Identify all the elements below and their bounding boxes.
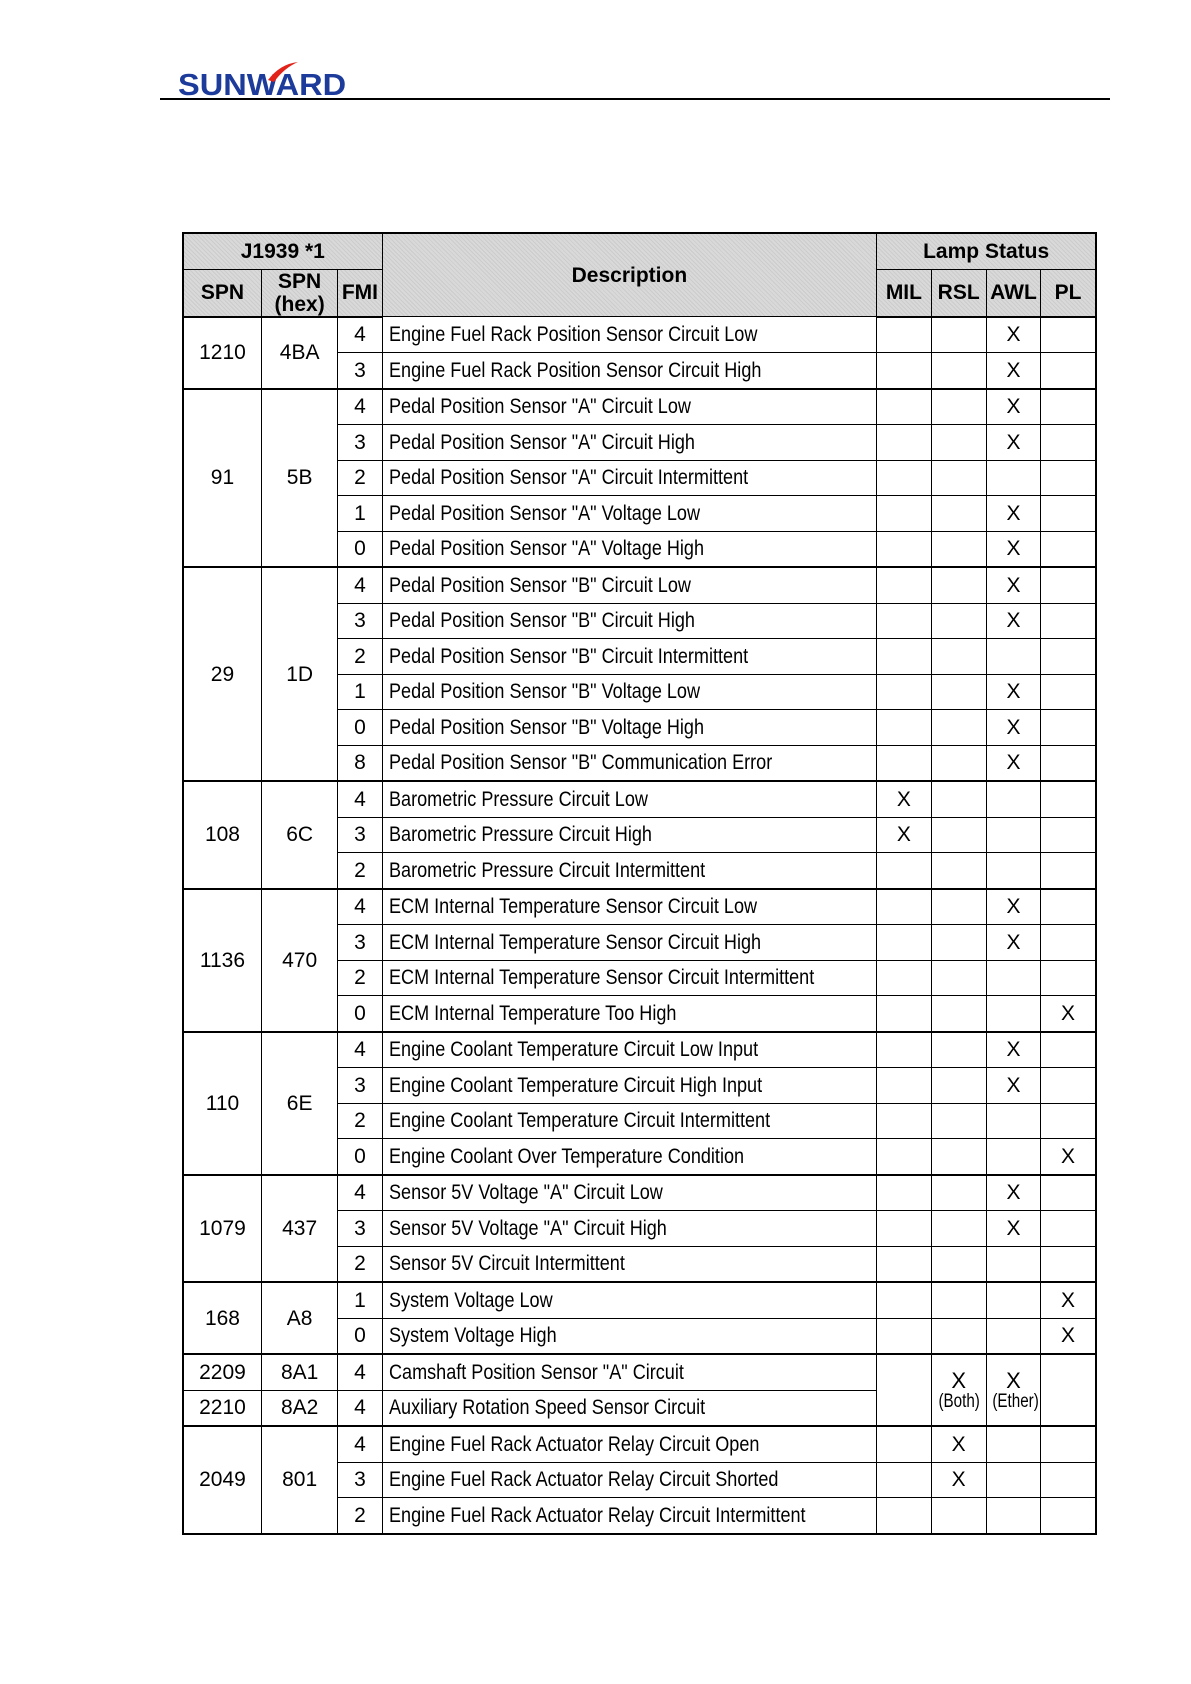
rsl-lamp-cell: X — [931, 1426, 986, 1462]
fmi-cell: 2 — [338, 853, 382, 889]
sunward-logo — [178, 60, 347, 102]
fmi-cell: 3 — [338, 603, 382, 639]
j1939-header: J1939 *1 — [183, 233, 382, 269]
description-cell — [382, 1462, 877, 1498]
fmi-header: FMI — [338, 269, 382, 317]
pl-lamp-cell — [1041, 1354, 1096, 1426]
rsl-lamp-cell — [931, 817, 986, 853]
description-cell — [382, 781, 877, 817]
awl-lamp-cell — [986, 960, 1040, 996]
fmi-cell: 2 — [338, 1498, 382, 1534]
mil-lamp-cell — [877, 353, 931, 389]
header-rule — [160, 98, 1110, 100]
pl-lamp-cell — [1041, 425, 1096, 461]
awl-lamp-cell — [986, 460, 1040, 496]
fmi-cell: 1 — [338, 674, 382, 710]
description-text: ECM Internal Temperature Sensor Circuit Low — [388, 895, 757, 919]
pl-lamp-cell — [1041, 567, 1096, 603]
fmi-cell: 4 — [338, 1426, 382, 1462]
pl-lamp-cell — [1041, 1211, 1096, 1247]
fmi-cell: 3 — [338, 1462, 382, 1498]
description-text: Engine Fuel Rack Position Sensor Circuit Low — [388, 323, 757, 347]
description-cell — [382, 960, 877, 996]
description-cell — [382, 1354, 877, 1390]
rsl-lamp-cell — [931, 1354, 986, 1426]
description-cell — [382, 889, 877, 925]
description-text: Barometric Pressure Circuit Intermittent — [388, 858, 705, 882]
mil-lamp-cell — [877, 639, 931, 675]
table-body — [183, 317, 1096, 1534]
description-cell — [382, 1139, 877, 1175]
rsl-lamp-cell — [931, 353, 986, 389]
description-cell — [382, 853, 877, 889]
mil-lamp-cell — [877, 996, 931, 1032]
fmi-cell: 0 — [338, 531, 382, 567]
table-header — [183, 233, 1096, 317]
description-text: Pedal Position Sensor "B" Communication Error — [388, 751, 772, 775]
description-text: Sensor 5V Voltage "A" Circuit Low — [388, 1181, 663, 1205]
description-text: Engine Fuel Rack Position Sensor Circuit High — [388, 358, 761, 382]
spn-hex-cell: A8 — [261, 1282, 337, 1354]
rsl-lamp-cell — [931, 317, 986, 353]
rsl-lamp-cell — [931, 925, 986, 961]
fmi-cell: 0 — [338, 996, 382, 1032]
spn-cell: 168 — [183, 1282, 261, 1354]
awl-lamp-cell — [986, 853, 1040, 889]
fmi-cell: 0 — [338, 1139, 382, 1175]
pl-lamp-cell — [1041, 1426, 1096, 1462]
rsl-lamp-cell — [931, 1068, 986, 1104]
description-cell — [382, 925, 877, 961]
table-row — [183, 1282, 1096, 1318]
mil-lamp-cell — [877, 1068, 931, 1104]
mil-lamp-cell — [877, 567, 931, 603]
pl-lamp-cell — [1041, 353, 1096, 389]
mil-lamp-cell — [877, 603, 931, 639]
pl-lamp-cell — [1041, 1246, 1096, 1282]
mil-lamp-cell — [877, 925, 931, 961]
description-text: Camshaft Position Sensor "A" Circuit — [388, 1360, 684, 1384]
awl-lamp-cell — [986, 1246, 1040, 1282]
mil-lamp-cell — [877, 1282, 931, 1318]
mil-lamp-cell — [877, 1318, 931, 1354]
spn-hex-cell: 6C — [261, 781, 337, 889]
description-text: Sensor 5V Circuit Intermittent — [388, 1252, 625, 1276]
pl-lamp-cell — [1041, 389, 1096, 425]
rsl-lamp-cell — [931, 1211, 986, 1247]
spn-hex-cell: 1D — [261, 567, 337, 781]
mil-lamp-cell — [877, 745, 931, 781]
awl-lamp-cell — [986, 1354, 1040, 1426]
awl-lamp-cell — [986, 1103, 1040, 1139]
mil-lamp-cell: X — [877, 781, 931, 817]
lamp-status-header: Lamp Status — [877, 233, 1096, 269]
awl-lamp-cell: X — [986, 1068, 1040, 1104]
rsl-mark: X — [951, 1367, 967, 1393]
description-text: System Voltage High — [388, 1324, 557, 1348]
mil-lamp-cell: X — [877, 817, 931, 853]
rsl-lamp-cell — [931, 425, 986, 461]
rsl-lamp-cell — [931, 1246, 986, 1282]
rsl-lamp-cell — [931, 496, 986, 532]
description-cell — [382, 1318, 877, 1354]
rsl-lamp-cell — [931, 710, 986, 746]
pl-lamp-cell — [1041, 1032, 1096, 1068]
fmi-cell: 4 — [338, 567, 382, 603]
fmi-cell: 1 — [338, 496, 382, 532]
pl-lamp-cell — [1041, 496, 1096, 532]
description-text: Engine Coolant Temperature Circuit Low Input — [388, 1038, 758, 1062]
fmi-cell: 3 — [338, 1211, 382, 1247]
rsl-lamp-cell — [931, 1175, 986, 1211]
awl-lamp-cell: X — [986, 425, 1040, 461]
spn-header: SPN — [183, 269, 261, 317]
spn-hex-cell: 5B — [261, 389, 337, 568]
mil-lamp-cell — [877, 460, 931, 496]
pl-header: PL — [1041, 269, 1096, 317]
rsl-lamp-cell — [931, 1103, 986, 1139]
awl-mark: X — [1006, 1367, 1021, 1393]
pl-lamp-cell — [1041, 1498, 1096, 1534]
spn-cell: 1079 — [183, 1175, 261, 1283]
rsl-lamp-cell — [931, 960, 986, 996]
rsl-note: (Both) — [937, 1390, 980, 1412]
description-text: Pedal Position Sensor "A" Circuit Intermittent — [388, 466, 748, 490]
table-row — [183, 1032, 1096, 1068]
awl-lamp-cell — [986, 1426, 1040, 1462]
description-cell — [382, 603, 877, 639]
rsl-lamp-cell — [931, 639, 986, 675]
pl-lamp-cell — [1041, 1175, 1096, 1211]
description-cell — [382, 1426, 877, 1462]
table-row — [183, 389, 1096, 425]
awl-lamp-cell — [986, 781, 1040, 817]
rsl-lamp-cell — [931, 781, 986, 817]
description-cell — [382, 817, 877, 853]
mil-lamp-cell — [877, 1103, 931, 1139]
pl-lamp-cell — [1041, 639, 1096, 675]
description-text: Engine Fuel Rack Actuator Relay Circuit Shorted — [388, 1468, 779, 1492]
pl-lamp-cell — [1041, 317, 1096, 353]
pl-lamp-cell — [1041, 817, 1096, 853]
description-text: Pedal Position Sensor "A" Voltage Low — [388, 501, 700, 525]
awl-lamp-cell: X — [986, 496, 1040, 532]
spn-cell: 110 — [183, 1032, 261, 1175]
description-cell — [382, 1032, 877, 1068]
description-cell — [382, 1068, 877, 1104]
rsl-lamp-cell — [931, 996, 986, 1032]
pl-lamp-cell: X — [1041, 1139, 1096, 1175]
spn-hex-cell: 8A2 — [261, 1390, 337, 1426]
fmi-cell: 8 — [338, 745, 382, 781]
awl-lamp-cell: X — [986, 531, 1040, 567]
pl-lamp-cell — [1041, 710, 1096, 746]
awl-lamp-cell: X — [986, 1175, 1040, 1211]
pl-lamp-cell — [1041, 889, 1096, 925]
fmi-cell: 3 — [338, 353, 382, 389]
mil-lamp-cell — [877, 425, 931, 461]
mil-lamp-cell — [877, 389, 931, 425]
mil-lamp-cell — [877, 889, 931, 925]
mil-lamp-cell — [877, 1462, 931, 1498]
description-cell — [382, 710, 877, 746]
awl-lamp-cell: X — [986, 317, 1040, 353]
spn-hex-header: SPN (hex) — [261, 269, 337, 317]
mil-lamp-cell — [877, 853, 931, 889]
fmi-cell: 2 — [338, 639, 382, 675]
description-text: Engine Coolant Temperature Circuit High Input — [388, 1073, 762, 1097]
description-text: Barometric Pressure Circuit Low — [388, 787, 648, 811]
spn-hex-cell: 4BA — [261, 317, 337, 389]
awl-lamp-cell — [986, 1318, 1040, 1354]
mil-lamp-cell — [877, 710, 931, 746]
description-text: ECM Internal Temperature Too High — [388, 1001, 677, 1025]
description-text: Engine Fuel Rack Actuator Relay Circuit Open — [388, 1432, 759, 1456]
spn-cell: 2209 — [183, 1354, 261, 1390]
awl-lamp-cell — [986, 1282, 1040, 1318]
spn-hex-cell: 8A1 — [261, 1354, 337, 1390]
mil-lamp-cell — [877, 1498, 931, 1534]
description-text: Pedal Position Sensor "A" Circuit Low — [388, 395, 691, 419]
description-cell — [382, 567, 877, 603]
rsl-lamp-cell — [931, 1282, 986, 1318]
table-row — [183, 889, 1096, 925]
spn-cell: 2049 — [183, 1426, 261, 1534]
rsl-lamp-cell — [931, 1139, 986, 1175]
mil-lamp-cell — [877, 531, 931, 567]
fmi-cell: 4 — [338, 1390, 382, 1426]
mil-lamp-cell — [877, 674, 931, 710]
pl-lamp-cell: X — [1041, 996, 1096, 1032]
fmi-cell: 3 — [338, 925, 382, 961]
description-text: Engine Coolant Over Temperature Condition — [388, 1144, 744, 1168]
description-cell — [382, 1390, 877, 1426]
mil-lamp-cell — [877, 1175, 931, 1211]
rsl-lamp-cell — [931, 460, 986, 496]
mil-lamp-cell — [877, 1354, 931, 1426]
spn-hex-cell: 437 — [261, 1175, 337, 1283]
rsl-lamp-cell — [931, 1318, 986, 1354]
spn-cell: 1136 — [183, 889, 261, 1032]
table-row — [183, 567, 1096, 603]
pl-lamp-cell — [1041, 1103, 1096, 1139]
pl-lamp-cell — [1041, 1462, 1096, 1498]
awl-lamp-cell: X — [986, 925, 1040, 961]
pl-lamp-cell — [1041, 781, 1096, 817]
description-text: ECM Internal Temperature Sensor Circuit Intermittent — [388, 966, 814, 990]
awl-lamp-cell: X — [986, 1032, 1040, 1068]
spn-cell: 91 — [183, 389, 261, 568]
awl-lamp-cell: X — [986, 567, 1040, 603]
rsl-lamp-cell — [931, 745, 986, 781]
mil-lamp-cell — [877, 496, 931, 532]
pl-lamp-cell — [1041, 925, 1096, 961]
mil-lamp-cell — [877, 317, 931, 353]
pl-lamp-cell — [1041, 853, 1096, 889]
dtc-table — [182, 232, 1097, 1535]
fmi-cell: 4 — [338, 389, 382, 425]
awl-lamp-cell: X — [986, 745, 1040, 781]
description-cell — [382, 674, 877, 710]
pl-lamp-cell — [1041, 531, 1096, 567]
fmi-cell: 4 — [338, 1175, 382, 1211]
table-row — [183, 1354, 1096, 1390]
pl-lamp-cell — [1041, 960, 1096, 996]
rsl-lamp-cell — [931, 567, 986, 603]
awl-lamp-cell: X — [986, 389, 1040, 425]
description-text: Barometric Pressure Circuit High — [388, 823, 652, 847]
description-text: Engine Fuel Rack Actuator Relay Circuit Intermittent — [388, 1503, 806, 1527]
description-text: System Voltage Low — [388, 1288, 553, 1312]
rsl-lamp-cell — [931, 1498, 986, 1534]
table-row — [183, 1175, 1096, 1211]
description-cell — [382, 1498, 877, 1534]
rsl-lamp-cell — [931, 889, 986, 925]
description-cell — [382, 317, 877, 353]
rsl-lamp-cell: X — [931, 1462, 986, 1498]
fmi-cell: 4 — [338, 1354, 382, 1390]
fmi-cell: 4 — [338, 781, 382, 817]
awl-note: (Ether) — [992, 1390, 1039, 1412]
mil-lamp-cell — [877, 1211, 931, 1247]
spn-cell: 29 — [183, 567, 261, 781]
mil-header: MIL — [877, 269, 931, 317]
description-cell — [382, 389, 877, 425]
mil-lamp-cell — [877, 960, 931, 996]
description-text: ECM Internal Temperature Sensor Circuit High — [388, 930, 761, 954]
awl-lamp-cell — [986, 1462, 1040, 1498]
mil-lamp-cell — [877, 1426, 931, 1462]
spn-cell: 1210 — [183, 317, 261, 389]
description-cell — [382, 353, 877, 389]
spn-cell: 2210 — [183, 1390, 261, 1426]
awl-lamp-cell: X — [986, 1211, 1040, 1247]
rsl-lamp-cell — [931, 853, 986, 889]
table-row — [183, 1426, 1096, 1462]
awl-lamp-cell — [986, 1498, 1040, 1534]
pl-lamp-cell — [1041, 745, 1096, 781]
mil-lamp-cell — [877, 1246, 931, 1282]
description-cell — [382, 1211, 877, 1247]
rsl-header: RSL — [931, 269, 986, 317]
pl-lamp-cell: X — [1041, 1318, 1096, 1354]
description-cell — [382, 996, 877, 1032]
pl-lamp-cell — [1041, 1068, 1096, 1104]
pl-lamp-cell: X — [1041, 1282, 1096, 1318]
table-row — [183, 317, 1096, 353]
fmi-cell: 4 — [338, 1032, 382, 1068]
awl-lamp-cell: X — [986, 710, 1040, 746]
spn-hex-cell: 470 — [261, 889, 337, 1032]
description-text: Pedal Position Sensor "A" Voltage High — [388, 537, 704, 561]
description-text: Pedal Position Sensor "B" Voltage Low — [388, 680, 700, 704]
description-text: Auxiliary Rotation Speed Sensor Circuit — [388, 1396, 705, 1420]
logo-swoosh-icon — [262, 60, 302, 84]
description-cell — [382, 1103, 877, 1139]
rsl-lamp-cell — [931, 1032, 986, 1068]
fmi-cell: 3 — [338, 817, 382, 853]
pl-lamp-cell — [1041, 460, 1096, 496]
description-header: Description — [382, 233, 877, 317]
awl-header: AWL — [986, 269, 1040, 317]
description-text: Pedal Position Sensor "B" Circuit High — [388, 609, 695, 633]
mil-lamp-cell — [877, 1032, 931, 1068]
description-cell — [382, 425, 877, 461]
fmi-cell: 4 — [338, 889, 382, 925]
description-cell — [382, 531, 877, 567]
rsl-lamp-cell — [931, 674, 986, 710]
spn-cell: 108 — [183, 781, 261, 889]
brand-wordmark: SUNWARD — [178, 67, 347, 102]
pl-lamp-cell — [1041, 603, 1096, 639]
awl-lamp-cell: X — [986, 603, 1040, 639]
rsl-lamp-cell — [931, 603, 986, 639]
rsl-lamp-cell — [931, 389, 986, 425]
awl-lamp-cell: X — [986, 889, 1040, 925]
awl-lamp-cell — [986, 639, 1040, 675]
spn-hex-cell: 801 — [261, 1426, 337, 1534]
awl-lamp-cell — [986, 817, 1040, 853]
fmi-cell: 2 — [338, 460, 382, 496]
description-cell — [382, 639, 877, 675]
mil-lamp-cell — [877, 1139, 931, 1175]
description-cell — [382, 745, 877, 781]
table-row — [183, 781, 1096, 817]
fmi-cell: 2 — [338, 960, 382, 996]
awl-lamp-cell — [986, 1139, 1040, 1175]
description-text: Engine Coolant Temperature Circuit Intermittent — [388, 1109, 770, 1133]
fmi-cell: 2 — [338, 1246, 382, 1282]
fmi-cell: 0 — [338, 1318, 382, 1354]
rsl-lamp-cell — [931, 531, 986, 567]
fmi-cell: 4 — [338, 317, 382, 353]
description-cell — [382, 496, 877, 532]
awl-lamp-cell — [986, 996, 1040, 1032]
description-text: Pedal Position Sensor "B" Voltage High — [388, 715, 704, 739]
description-text: Pedal Position Sensor "B" Circuit Intermittent — [388, 644, 748, 668]
fmi-cell: 3 — [338, 1068, 382, 1104]
description-text: Pedal Position Sensor "B" Circuit Low — [388, 573, 691, 597]
description-cell — [382, 1246, 877, 1282]
fmi-cell: 1 — [338, 1282, 382, 1318]
fmi-cell: 0 — [338, 710, 382, 746]
spn-hex-cell: 6E — [261, 1032, 337, 1175]
description-text: Pedal Position Sensor "A" Circuit High — [388, 430, 695, 454]
description-text: Sensor 5V Voltage "A" Circuit High — [388, 1216, 667, 1240]
description-cell — [382, 1282, 877, 1318]
awl-lamp-cell: X — [986, 674, 1040, 710]
pl-lamp-cell — [1041, 674, 1096, 710]
fmi-cell: 2 — [338, 1103, 382, 1139]
description-cell — [382, 460, 877, 496]
awl-lamp-cell: X — [986, 353, 1040, 389]
description-cell — [382, 1175, 877, 1211]
fmi-cell: 3 — [338, 425, 382, 461]
